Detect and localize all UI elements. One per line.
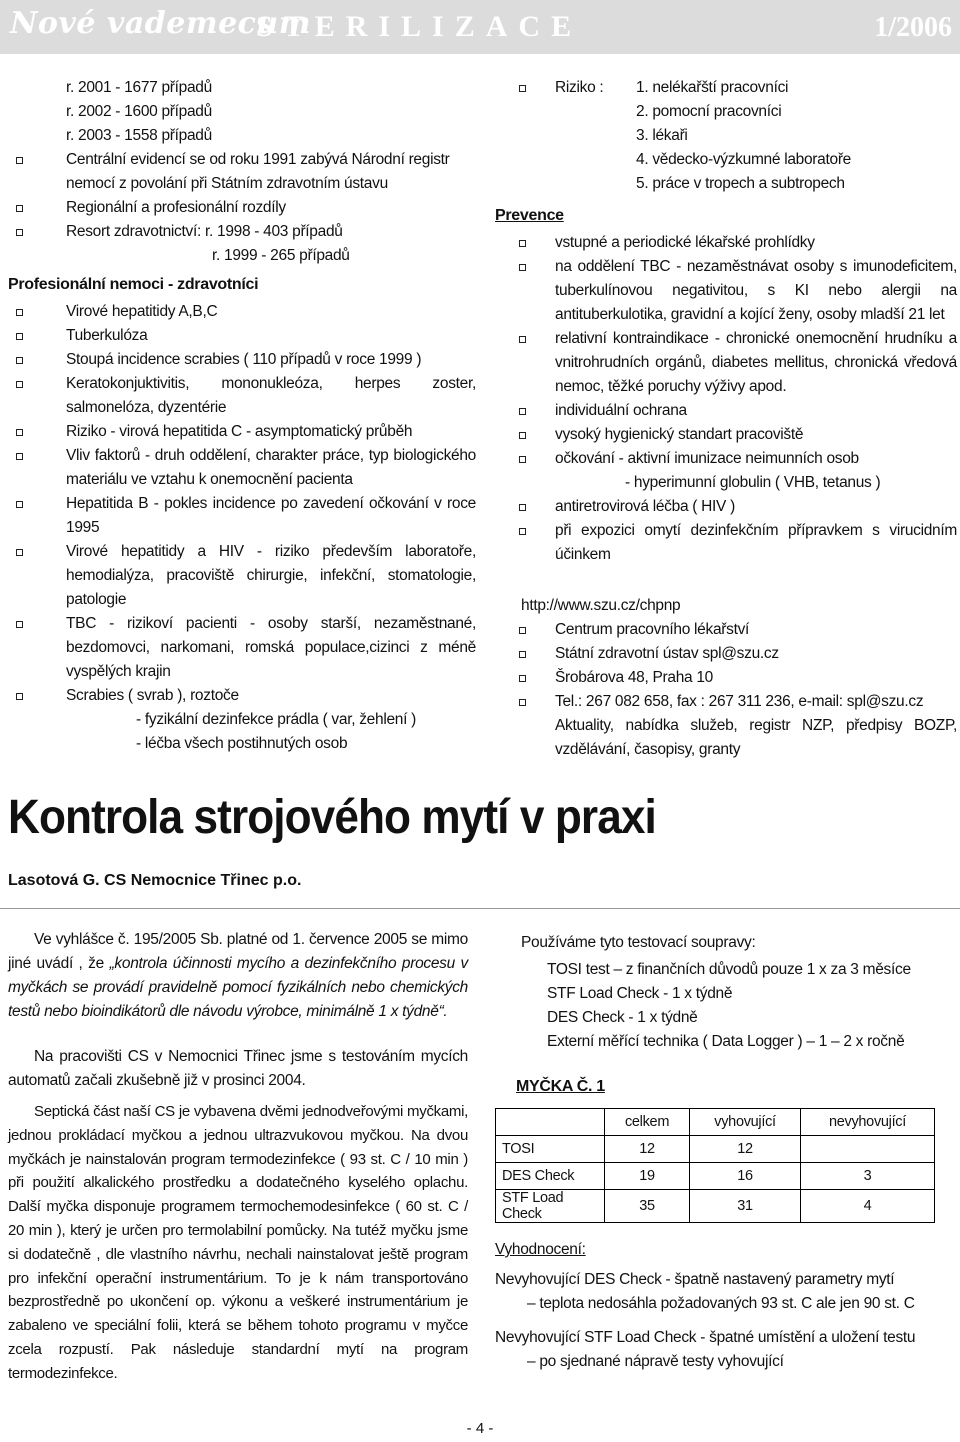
table-cell: 16 <box>690 1163 801 1190</box>
url-link[interactable]: http://www.szu.cz/chpnp <box>521 597 681 614</box>
prevention-checkups: vstupné a periodické lékařské prohlídky <box>555 234 815 251</box>
contact-phone: Tel.: 267 082 658, fax : 267 311 236, e-mail: spl@szu.cz <box>555 693 924 710</box>
table-header: vyhovující <box>690 1109 801 1136</box>
paragraph-septic-part: Septická část naší CS je vybavena dvěmi jednodveřovými myčkami, jednou prokládací myčkou a jednou ultrazvukovou myčkou. Na dvou myčkách je nainstalován program termodezinfekce ( 93 st. C / 10 min ) při použití alkalického prostředku a dodatečného kyselého oplachu. Další myčka disponuje programem termochemodesinfekce ( 60 st. C / 20 min ), který je určen pro termolabilní pomůcky. Na tutéž myčku jsme si dodatečně , dle vlastního návrhu, nechali nainstalovat ještě program pro infekční operační instrumentárium. To je k nám transportováno bezprostředně po ukončení op. výkonu a veškeré instrumentárium je zabaleno ve speciální folii, která se během tohoto programu v myčce zcela rozpustí. Pak následuje standardní mytí na program termodezinfekce. <box>8 1103 468 1382</box>
bullet-icon <box>16 429 23 436</box>
evaluation-des: Nevyhovující DES Check - špatně nastavený parametry mytí <box>495 1271 895 1288</box>
item-tuberculosis: Tuberkulóza <box>66 327 148 344</box>
bullet-icon <box>16 693 23 700</box>
risk-item-3: 3. lékaři <box>636 127 688 144</box>
prevention-vaccination-sub: - hyperimunní globulin ( VHB, tetanus ) <box>625 474 881 491</box>
test-set-external: Externí měřící technika ( Data Logger ) – 1 – 2 x ročně <box>547 1033 905 1050</box>
bullet-icon <box>16 381 23 388</box>
bullet-icon <box>519 651 526 658</box>
contact-address: Šrobárova 48, Praha 10 <box>555 669 713 686</box>
bullet-icon <box>16 157 23 164</box>
table-cell: 12 <box>605 1136 690 1163</box>
bullet-central-registry: Centrální evidencí se od roku 1991 zabývá Národní registr <box>66 151 450 168</box>
bullet-icon <box>16 229 23 236</box>
table-cell: 35 <box>605 1190 690 1223</box>
year-line-2003: r. 2003 - 1558 případů <box>66 127 212 144</box>
paragraph-testing-start: Na pracovišti CS v Nemocnici Třinec jsme s testováním mycích automatů začali zkušebně již v prosinci 2004. <box>8 1048 468 1089</box>
item-keratokonjuktivitis: Keratokonjuktivitis, mononukleóza, herpes zoster, salmonelóza, dyzentérie <box>66 375 476 416</box>
bullet-icon <box>519 432 526 439</box>
evaluation-stf-detail: – po sjednané nápravě testy vyhovující <box>527 1353 784 1370</box>
item-hepatitis: Virové hepatitidy A,B,C <box>66 303 218 320</box>
article-title: Kontrola strojového mytí v praxi <box>8 791 656 844</box>
test-sets-intro: Používáme tyto testovací soupravy: <box>521 934 756 951</box>
item-scrabies-sub1: - fyzikální dezinfekce prádla ( var, žehlení ) <box>136 711 416 728</box>
test-set-stf: STF Load Check - 1 x týdně <box>547 985 733 1002</box>
risk-item-5: 5. práce v tropech a subtropech <box>636 175 845 192</box>
bullet-icon <box>16 621 23 628</box>
issue-number: 1/2006 <box>874 12 952 43</box>
table-cell: 4 <box>800 1190 934 1223</box>
page-number: - 4 - <box>466 1420 494 1437</box>
year-line-2001: r. 2001 - 1677 případů <box>66 79 212 96</box>
paragraph-regulation <box>8 928 468 1024</box>
paragraph-regulation-lead: Ve vyhlášce č. 195/2005 Sb. platné od 1. července 2005 se mimo jiné uvádí , že <box>8 931 468 972</box>
item-scrabies-sub2: - léčba všech postihnutých osob <box>136 735 348 752</box>
bullet-icon <box>16 357 23 364</box>
prevention-vaccination: očkování - aktivní imunizace neimunních osob <box>555 450 859 467</box>
brand-title: Nové vademecum <box>10 6 311 41</box>
prevention-tbc-department: na oddělení TBC - nezaměstnávat osoby s imunodeficitem, tuberkulínovou negativitou, s KI nebo alergii na antituberkulotika, gravidní a kojící ženy, osoby mladší 21 let <box>555 258 957 323</box>
bullet-regional: Regionální a profesionální rozdíly <box>66 199 286 216</box>
bullet-icon <box>16 333 23 340</box>
contact-institute: Státní zdravotní ústav spl@szu.cz <box>555 645 779 662</box>
contact-center: Centrum pracovního lékařství <box>555 621 750 638</box>
bullet-icon <box>519 504 526 511</box>
risk-item-1: 1. nelékařští pracovníci <box>636 79 789 96</box>
table-cell: 12 <box>690 1136 801 1163</box>
test-set-des: DES Check - 1 x týdně <box>547 1009 698 1026</box>
bullet-icon <box>16 549 23 556</box>
bullet-icon <box>519 336 526 343</box>
paragraph-regulation-quote: „kontrola účinnosti mycího a dezinfekčního procesu v myčkách se provádí pravidelně pomocí fyzikálních nebo chemických testů nebo bioindikátorů dle návodu výrobce, minimálně 1 x týdně“. <box>8 955 469 1020</box>
article-author: Lasotová G. CS Nemocnice Třinec p.o. <box>8 872 302 889</box>
test-set-tosi: TOSI test – z finančních důvodů pouze 1 x za 3 měsíce <box>547 961 911 978</box>
bullet-icon <box>16 453 23 460</box>
table-row <box>496 1163 935 1190</box>
item-scrabies: Scrabies ( svrab ), roztoče <box>66 687 239 704</box>
bullet-icon <box>519 85 526 92</box>
prevention-contraindications: relativní kontraindikace - chronické onemocnění hrudníku a vnitrohrudních orgánů, diabetes mellitus, chronická vředová nemoc, těžké poruchy výživy apod. <box>555 330 957 395</box>
bullet-central-registry-cont: nemocí z povolání při Státním zdravotním ústavu <box>66 175 388 192</box>
bullet-icon <box>519 264 526 271</box>
table-header: nevyhovující <box>800 1109 934 1136</box>
results-table <box>495 1108 935 1223</box>
bullet-icon <box>16 501 23 508</box>
bullet-icon <box>519 528 526 535</box>
risk-item-2: 2. pomocní pracovníci <box>636 103 782 120</box>
table-header: celkem <box>605 1109 690 1136</box>
divider <box>0 908 960 909</box>
evaluation-des-detail: – teplota nedosáhla požadovaných 93 st. C ale jen 90 st. C <box>527 1295 915 1312</box>
prevention-hygiene: vysoký hygienický standart pracoviště <box>555 426 804 443</box>
item-hepatitis-hiv: Virové hepatitidy a HIV - riziko především laboratoře, hemodialýza, pracoviště chirurgie, infekční, stomatologie, patologie <box>66 543 476 608</box>
prevention-exposure: při expozici omytí dezinfekčním přípravkem s virucidním účinkem <box>555 522 957 563</box>
bullet-icon <box>519 675 526 682</box>
bullet-icon <box>16 205 23 212</box>
bullet-icon <box>519 456 526 463</box>
machine-label: MYČKA Č. 1 <box>516 1078 605 1095</box>
prevention-individual: individuální ochrana <box>555 402 687 419</box>
table-row <box>496 1109 935 1136</box>
table-cell: STF Load Check <box>496 1190 605 1223</box>
bullet-icon <box>519 408 526 415</box>
bullet-icon <box>519 240 526 247</box>
bullet-resort: Resort zdravotnictví: r. 1998 - 403 případů <box>66 223 343 240</box>
year-line-2002: r. 2002 - 1600 případů <box>66 103 212 120</box>
table-row <box>496 1136 935 1163</box>
occupational-diseases-heading: Profesionální nemoci - zdravotníci <box>8 276 259 293</box>
risk-item-4: 4. vědecko-výzkumné laboratoře <box>636 151 852 168</box>
table-cell: 19 <box>605 1163 690 1190</box>
table-cell: TOSI <box>496 1136 605 1163</box>
risk-label: Riziko : <box>555 79 604 96</box>
bullet-icon <box>519 627 526 634</box>
section-title: STERILIZACE <box>256 10 583 43</box>
table-cell: 3 <box>800 1163 934 1190</box>
evaluation-label: Vyhodnocení: <box>495 1241 586 1258</box>
bullet-resort-cont: r. 1999 - 265 případů <box>212 247 350 264</box>
contact-services: Aktuality, nabídka služeb, registr NZP, předpisy BOZP, vzdělávání, časopisy, granty <box>555 717 957 758</box>
prevention-antiretroviral: antiretrovirová léčba ( HIV ) <box>555 498 735 515</box>
table-cell <box>496 1109 605 1136</box>
evaluation-stf: Nevyhovující STF Load Check - špatné umístění a uložení testu <box>495 1329 916 1346</box>
bullet-icon <box>16 309 23 316</box>
item-hepatitis-b: Hepatitida B - pokles incidence po zavedení očkování v roce 1995 <box>66 495 476 536</box>
item-scrabies-incidence: Stoupá incidence scrabies ( 110 případů v roce 1999 ) <box>66 351 422 368</box>
table-cell: 31 <box>690 1190 801 1223</box>
bullet-icon <box>519 699 526 706</box>
prevention-heading: Prevence <box>495 207 564 224</box>
item-factors: Vliv faktorů - druh oddělení, charakter práce, typ biologického materiálu ve vztahu k onemocnění pacienta <box>66 447 476 488</box>
table-cell: DES Check <box>496 1163 605 1190</box>
item-tbc-risk: TBC - rizikoví pacienti - osoby starší, nezaměstnané, bezdomovci, narkomani, romská populace,cizinci z méně vyspělých krajin <box>66 615 476 680</box>
item-risk-hepatitis-c: Riziko - virová hepatitida C - asymptomatický průběh <box>66 423 413 440</box>
table-row <box>496 1190 935 1223</box>
table-cell <box>800 1136 934 1163</box>
